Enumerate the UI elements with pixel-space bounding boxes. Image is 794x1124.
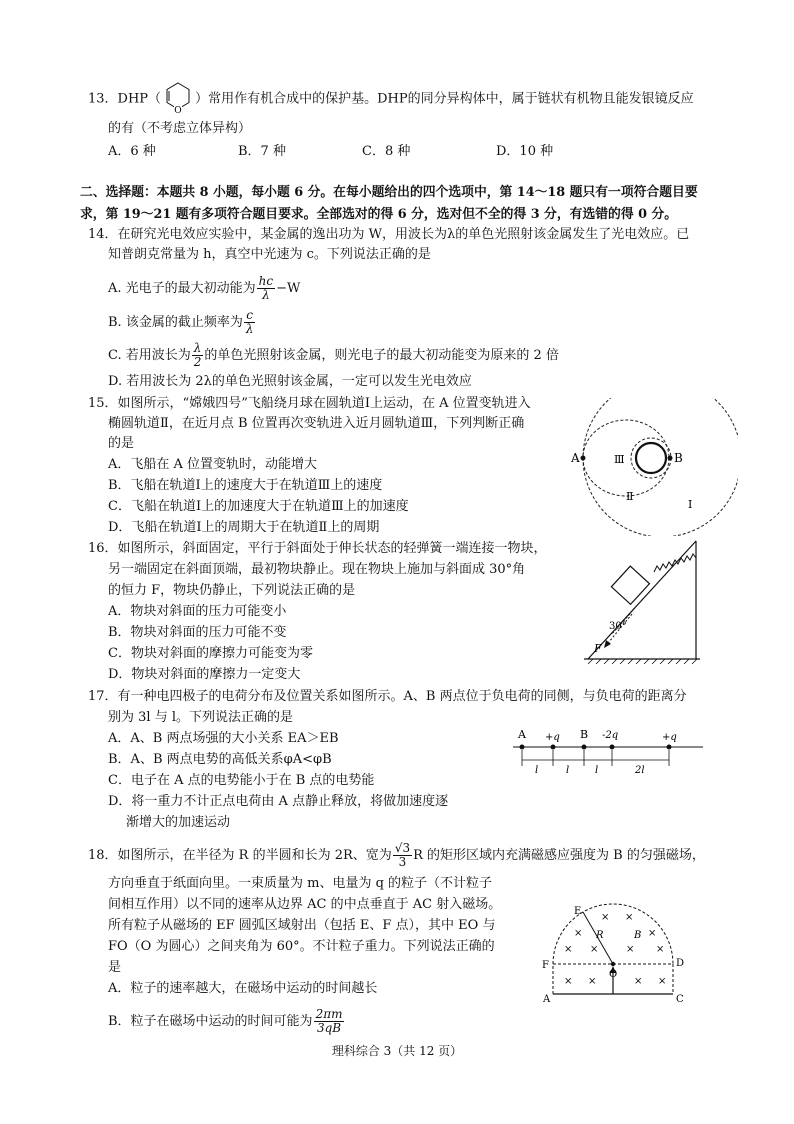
svg-text:×: ×: [564, 976, 573, 987]
section2-line1: 二、选择题：本题共 8 小题，每小题 6 分。在每小题给出的四个选项中，第 14～18 题只有一项符合题目要: [80, 185, 698, 200]
svg-text:×: ×: [601, 912, 610, 923]
svg-text:×: ×: [564, 944, 573, 955]
q14-text1: 在研究光电效应实验中，某金属的逸出功为 W，用波长为λ的单色光照射该金属发生了光电效应。已: [117, 227, 690, 242]
q17-option-d: D．将一重力不计正点电荷由 A 点静止释放，将做加速度逐: [108, 794, 449, 809]
q18-line2: 方向垂直于纸面向里。一束质量为 m、电量为 q 的粒子（不计粒子: [108, 876, 493, 891]
q16-line1: [88, 540, 547, 558]
label-a: A: [543, 994, 551, 1004]
label-i: Ⅰ: [688, 498, 693, 511]
q13-pre: DHP（: [117, 91, 162, 107]
q16-incline-figure: [582, 536, 712, 668]
q14-number: 14．: [88, 227, 118, 242]
q13-line2: 的有（不考虑立体异构）: [108, 121, 252, 136]
label-f: F: [542, 960, 549, 971]
q16-number: 16．: [88, 541, 118, 556]
q14-option-a-num: hc: [258, 274, 274, 288]
q16-option-b: B．物块对斜面的压力可能不变: [108, 625, 287, 640]
q14-option-a-fraction: [257, 275, 275, 302]
label-a: A: [518, 728, 526, 741]
q13-option-b: B．7 种: [238, 144, 286, 159]
q15-number: 15．: [88, 396, 118, 411]
q15-orbit-figure: [566, 398, 738, 536]
q18-option-b-text: B．粒子在磁场中运动的时间可能为: [108, 1014, 313, 1029]
q16-option-a: A．物块对斜面的压力可能变小: [108, 604, 287, 619]
label-a: A: [571, 451, 580, 465]
label-iii: Ⅲ: [614, 453, 625, 466]
point-a-dot: [581, 456, 586, 461]
q14-option-c-post: 的单色光照射该金属，则光电子的最大初动能变为原来的 2 倍: [204, 348, 559, 363]
q13-post: ）常用作有机合成中的保护基。DHP的同分异构体中，属于链状有机物且能发银镜反应: [195, 91, 694, 107]
charge-q2-dot: [610, 745, 615, 750]
q16-option-c: C．物块对斜面的摩擦力可能变为零: [108, 646, 313, 661]
label-e: E: [574, 906, 582, 917]
q17-option-a: A．A、B 两点场强的大小关系 EA＞EB: [108, 731, 339, 746]
center-o-dot: [611, 962, 615, 966]
svg-text:×: ×: [634, 976, 643, 987]
label-b-field: B: [634, 930, 642, 941]
q16-line3: 的恒力 F，物块仍静止，下列说法正确的是: [108, 583, 356, 598]
q18-option-b-den: 3qB: [316, 1021, 342, 1035]
q13-option-a: A．6 种: [108, 144, 156, 159]
moon-icon: [636, 443, 666, 473]
q13-number: 13．: [88, 91, 118, 107]
incline-surface: [588, 541, 696, 659]
svg-text:×: ×: [648, 928, 657, 939]
q16-option-d: D．物块对斜面的摩擦力一定变大: [108, 667, 301, 682]
q18-option-b-num: 2πm: [315, 1007, 343, 1021]
q16-line2: 另一端固定在斜面顶端，最初物块静止。现在物块上施加与斜面成 30°角: [108, 562, 526, 577]
q17-text1: 有一种电四极子的电荷分布及位置关系如图所示。A、B 两点位于负电荷的同侧，与负电荷的距离分: [117, 689, 687, 704]
svg-text:×: ×: [658, 976, 667, 987]
label-q3: +q: [662, 732, 677, 743]
point-a-dot: [520, 745, 525, 750]
svg-text:×: ×: [588, 976, 597, 987]
label-ii: Ⅱ: [626, 490, 634, 503]
label-b: B: [580, 728, 589, 741]
dim-1: l: [535, 765, 539, 776]
label-r: R: [596, 930, 604, 941]
svg-text:×: ×: [626, 944, 635, 955]
q14-option-b-den: λ: [245, 322, 254, 336]
charge-q3-dot: [667, 745, 672, 750]
q18-option-b: [108, 1008, 345, 1035]
q14-option-c: [108, 342, 559, 369]
q18-number: 18．: [88, 848, 118, 863]
q18-line5: FO（O 为圆心）之间夹角为 60°。不计粒子重力。下列说法正确的: [108, 939, 495, 954]
q18-text1-pre: 如图所示，在半径为 R 的半圆和长为 2R、宽为: [117, 848, 392, 863]
svg-text:×: ×: [625, 912, 634, 923]
q14-line2: 知普朗克常量为 h，真空中光速为 c。下列说法正确的是: [108, 247, 431, 262]
q14-line1: [88, 226, 689, 244]
svg-text:×: ×: [574, 928, 583, 939]
q14-option-c-num: λ: [193, 341, 202, 355]
q14-option-b: [108, 309, 256, 336]
q13-option-c: C．8 种: [362, 144, 411, 159]
dim-2: l: [566, 765, 570, 776]
q15-option-c: C．飞船在轨道Ⅰ上的加速度大于在轨道Ⅲ上的加速度: [108, 499, 409, 514]
q16-text1: 如图所示，斜面固定，平行于斜面处于伸长状态的轻弹簧一端连接一物块，: [117, 541, 547, 556]
dim-4: 2l: [635, 765, 645, 776]
q14-option-c-fraction: [192, 342, 204, 369]
svg-text:×: ×: [656, 944, 665, 955]
q14-option-d: D. 若用波长为 2λ的单色光照射该金属，一定可以发生光电效应: [108, 374, 472, 389]
q14-option-a-den: λ: [262, 288, 270, 302]
q14-option-b-fraction: [244, 309, 256, 336]
q18-frac-num: √3: [394, 841, 411, 855]
angle-label: 30°: [609, 621, 627, 632]
q18-field-figure: [538, 898, 698, 1004]
q18-fraction: [393, 842, 412, 869]
q18-line4: 所有粒子从磁场的 EF 圆弧区域射出（包括 E、F 点），其中 EO 与: [108, 918, 496, 933]
q17-line1: [88, 688, 687, 706]
spring-icon: [654, 554, 696, 572]
point-b-dot: [582, 745, 587, 750]
q14-option-a-text: A. 光电子的最大初动能为: [108, 281, 256, 296]
q18-line3: 间相互作用）以不同的速率从边界 AC 的中点垂直于 AC 射入磁场。: [108, 897, 502, 912]
label-b: B: [674, 451, 683, 465]
label-d: D: [676, 958, 685, 969]
charge-q1-dot: [551, 745, 556, 750]
q13-line1: [88, 90, 694, 114]
q14-option-c-text: C. 若用波长为: [108, 348, 191, 363]
section2-line2: 求，第 19～21 题有多项符合题目要求。全部选对的得 6 分，选对但不全的得 3 分，有选错的得 0 分。: [80, 207, 678, 222]
q17-option-b: B．A、B 两点电势的高低关系φA<φB: [108, 752, 332, 767]
q13-option-d: D．10 种: [496, 144, 554, 159]
q15-line3: 的是: [108, 436, 135, 451]
q18-line6: 是: [108, 960, 122, 975]
q18-text1-post: R 的矩形区域内充满磁感应强度为 B 的匀强磁场，: [413, 848, 705, 863]
point-b-dot: [668, 456, 673, 461]
dhp-ring-icon: [161, 80, 195, 114]
orbit-i: [583, 398, 738, 536]
q18-frac-den: 3: [398, 855, 407, 869]
q17-option-d-line2: 渐增大的加速运动: [126, 815, 231, 830]
q17-line2: 别为 3l 与 l。下列说法正确的是: [108, 710, 293, 725]
q14-option-a-post: −W: [276, 281, 301, 296]
q14-option-b-text: B. 该金属的截止频率为: [108, 315, 243, 330]
q18-line1: [88, 842, 705, 869]
q17-option-c: C．电子在 A 点的电势能小于在 B 点的电势能: [108, 773, 375, 788]
q18-option-b-fraction: [314, 1008, 345, 1035]
q15-line1: [88, 395, 531, 413]
dim-3: l: [595, 765, 599, 776]
page-footer: 理科综合 3（共 12 页）: [331, 1044, 463, 1058]
ground-hatch: [588, 659, 697, 664]
q18-option-a: A．粒子的速率越大，在磁场中运动的时间越长: [108, 981, 378, 996]
q14-option-a: [108, 275, 300, 302]
q15-text1: 如图所示，“嫦娥四号”飞船绕月球在圆轨道Ⅰ上运动，在 A 位置变轨进入: [117, 396, 531, 411]
label-q1: +q: [545, 732, 560, 743]
label-q2: -2q: [602, 730, 619, 741]
q17-charge-figure: [508, 726, 708, 776]
q15-option-d: D．飞船在轨道Ⅰ上的周期大于在轨道Ⅱ上的周期: [108, 520, 380, 535]
q14-option-c-den: 2: [193, 355, 202, 369]
q17-number: 17．: [88, 689, 118, 704]
q14-option-b-num: c: [246, 308, 253, 322]
q15-option-b: B．飞船在轨道Ⅰ上的速度大于在轨道Ⅲ上的速度: [108, 478, 383, 493]
dimension-marks: [522, 750, 669, 766]
q15-line2: 椭圆轨道Ⅱ，在近月点 B 位置再次变轨进入近月圆轨道Ⅲ，下列判断正确: [108, 416, 525, 431]
label-o: O: [609, 969, 618, 980]
label-c: C: [676, 994, 684, 1004]
svg-text:×: ×: [590, 944, 599, 955]
dhp-ring-o: O: [174, 106, 182, 114]
force-label: F: [594, 642, 602, 655]
orbit-ii: [583, 420, 669, 496]
q15-option-a: A．飞船在 A 位置变轨时，动能增大: [108, 457, 318, 472]
